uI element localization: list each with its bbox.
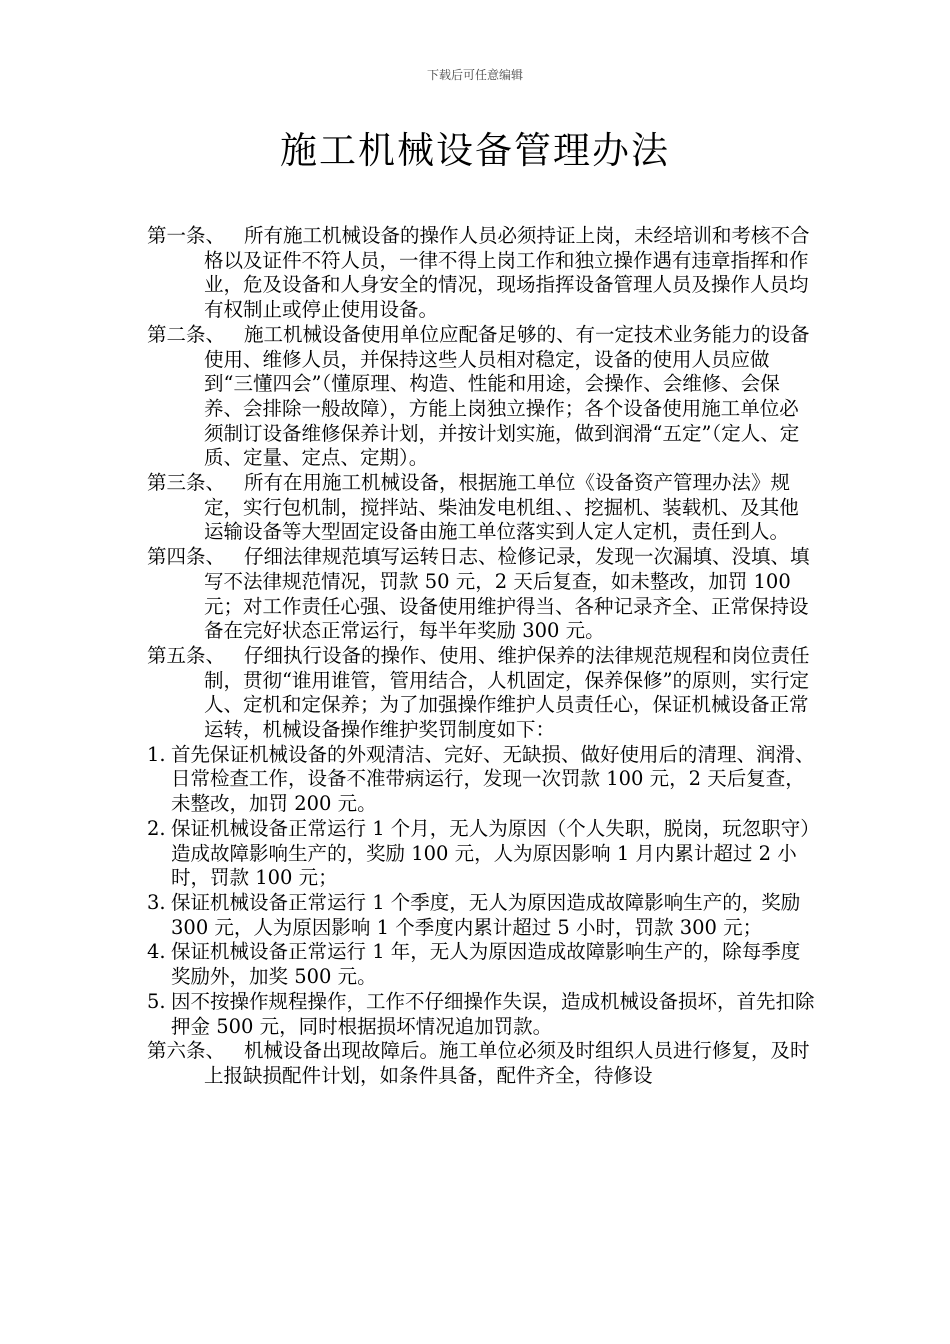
article-text: 仔细执行设备的操作、使用、维护保养的法律规范规程和岗位责任制，贯彻“谁用谁管，管用结合，人机固定，保养保修”的原则，实行定人、定机和定保养；为了加强操作维护人员责任心，保证机械设备正常运转，机械设备操作维护奖罚制度如下： (204, 643, 810, 742)
article-label: 第四条、 (147, 545, 226, 569)
article-text: 仔细法律规范填写运转日志、检修记录，发现一次漏填、没填、填写不法律规范情况，罚款 50 元，2 天后复查，如未整改，加罚 100 元；对工作责任心强、设备使用维护得当、各种记录齐全、正常保持设备在完好状态正常运行，每半年奖励 300 元。 (204, 545, 810, 643)
article-label: 第六条、 (147, 1039, 226, 1063)
article-text: 所有在用施工机械设备，根据施工单位《设备资产管理办法》规定，实行包机制，搅拌站、柴油发电机组、、挖掘机、装载机、及其他运输设备等大型固定设备由施工单位落实到人定人定机，责任到人。 (204, 471, 799, 544)
article-text: 施工机械设备使用单位应配备足够的、有一定技术业务能力的设备使用、维修人员，并保持这些人员相对稳定，设备的使用人员应做到“三懂四会”（懂原理、构造、性能和用途，会操作、会维修、会保养、会排除一般故障），方能上岗独立操作；各个设备使用施工单位必须制订设备维修保养计划，并按计划实施，做到润滑“五定”（定人、定质、定量、定点、定期）。 (204, 322, 810, 470)
list-item-number: 4. (147, 940, 166, 964)
article-1 (147, 224, 817, 323)
list-item-1 (147, 743, 817, 817)
article-text: 所有施工机械设备的操作人员必须持证上岗，未经培训和考核不合格以及证件不符人员，一律不得上岗工作和独立操作遇有违章指挥和作业，危及设备和人身安全的情况，现场指挥设备管理人员及操作人员均有权制止或停止使用设备。 (204, 224, 810, 322)
list-item-5 (147, 990, 817, 1039)
article-label: 第三条、 (147, 471, 226, 495)
list-item-text: 因不按操作规程操作，工作不仔细操作失误，造成机械设备损坏，首先扣除押金 500 元，同时根据损坏情况追加罚款。 (171, 989, 815, 1038)
header-note: 下载后可任意编辑 (426, 68, 523, 82)
list-item-number: 5. (147, 989, 166, 1013)
article-label: 第一条、 (147, 224, 226, 247)
list-item-text: 首先保证机械设备的外观清洁、完好、无缺损、做好使用后的清理、润滑、日常检查工作，设备不准带病运行，发现一次罚款 100 元，2 天后复查，未整改，加罚 200 元。 (171, 742, 815, 816)
article-label: 第二条、 (147, 322, 226, 346)
list-item-3 (147, 891, 817, 940)
list-item-number: 2. (147, 816, 166, 840)
list-item-2 (147, 817, 817, 891)
article-5 (147, 644, 817, 743)
list-item-text: 保证机械设备正常运行 1 个月，无人为原因（个人失职，脱岗，玩忽职守）造成故障影响生产的，奖励 100 元，人为原因影响 1 月内累计超过 2 小时，罚款 100 元； (171, 816, 811, 890)
article-3 (147, 471, 817, 545)
articles-body (147, 224, 817, 1089)
list-item-text: 保证机械设备正常运行 1 个季度，无人为原因造成故障影响生产的，奖励 300 元，人为原因影响 1 个季度内累计超过 5 小时，罚款 300 元； (171, 890, 801, 939)
list-item-4 (147, 940, 817, 989)
article-2 (147, 323, 817, 471)
article-6 (147, 1039, 817, 1088)
list-item-number: 3. (147, 890, 166, 914)
article-label: 第五条、 (147, 643, 226, 667)
list-item-text: 保证机械设备正常运行 1 年，无人为原因造成故障影响生产的，除每季度奖励外，加奖 500 元。 (171, 940, 801, 989)
document-title: 施工机械设备管理办法 (280, 129, 670, 172)
list-item-number: 1. (147, 742, 166, 766)
article-text: 机械设备出现故障后。施工单位必须及时组织人员进行修复，及时上报缺损配件计划，如条件具备，配件齐全，待修设 (204, 1039, 810, 1087)
article-4 (147, 545, 817, 644)
